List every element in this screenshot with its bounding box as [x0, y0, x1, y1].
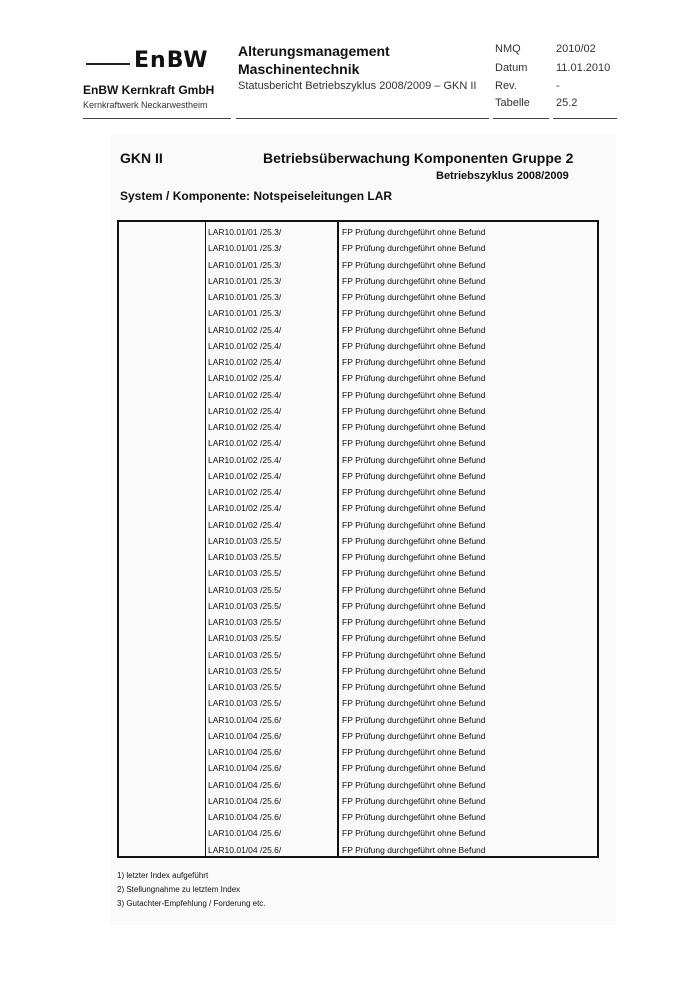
meta-value-rev: -: [556, 80, 560, 92]
component-id: LAR10.01/03 /25.5/: [208, 584, 282, 595]
inspection-result: FP Prüfung durchgeführt ohne Befund: [342, 519, 486, 530]
inspection-result: FP Prüfung durchgeführt ohne Befund: [342, 779, 486, 790]
table-row: [119, 533, 597, 549]
inspection-result: FP Prüfung durchgeführt ohne Befund: [342, 275, 486, 286]
table-row: [119, 760, 597, 776]
table-row: [119, 809, 597, 825]
component-id: LAR10.01/03 /25.5/: [208, 568, 282, 579]
table-row: [119, 289, 597, 305]
inspection-result: FP Prüfung durchgeführt ohne Befund: [342, 340, 486, 351]
component-id: LAR10.01/02 /25.4/: [208, 503, 282, 514]
table-row: [119, 614, 597, 630]
component-id: LAR10.01/04 /25.6/: [208, 844, 282, 855]
system-label: System / Komponente: Notspeiseleitungen LAR: [120, 189, 393, 203]
table-row: [119, 338, 597, 354]
component-id: LAR10.01/01 /25.3/: [208, 275, 282, 286]
component-id: LAR10.01/03 /25.5/: [208, 617, 282, 627]
table-row: [119, 777, 597, 793]
inspection-result: FP Prüfung durchgeführt ohne Befund: [342, 649, 486, 660]
inspection-result: FP Prüfung durchgeführt ohne Befund: [342, 828, 486, 839]
inspection-result: FP Prüfung durchgeführt ohne Befund: [342, 698, 486, 709]
header-rule-middle: [236, 118, 489, 119]
table-row: [119, 549, 597, 565]
table-row: [119, 322, 597, 338]
table-row: [119, 403, 597, 419]
header-rule-meta-label: [493, 118, 549, 119]
component-id: LAR10.01/01 /25.3/: [208, 292, 282, 302]
meta-label-rev: Rev.: [495, 80, 517, 92]
table-row: [119, 565, 597, 581]
component-id: LAR10.01/03 /25.5/: [208, 698, 282, 709]
component-id: LAR10.01/02 /25.4/: [208, 470, 282, 481]
table-row: [119, 273, 597, 289]
inspection-result: FP Prüfung durchgeführt ohne Befund: [342, 844, 486, 855]
footnote-2: 2) Stellungnahme zu letztem Index: [117, 885, 241, 894]
component-id: LAR10.01/03 /25.5/: [208, 682, 282, 692]
cycle-label: Betriebszyklus 2008/2009: [436, 170, 569, 182]
component-id: LAR10.01/02 /25.4/: [208, 357, 282, 367]
company-logo: EnBW: [134, 48, 209, 73]
component-id: LAR10.01/04 /25.6/: [208, 730, 282, 741]
inspection-result: FP Prüfung durchgeführt ohne Befund: [342, 405, 486, 416]
table-row: [119, 728, 597, 744]
component-id: LAR10.01/01 /25.3/: [208, 227, 282, 237]
meta-value-date: 11.01.2010: [556, 62, 611, 74]
meta-label-date: Datum: [495, 62, 528, 74]
inspection-result: FP Prüfung durchgeführt ohne Befund: [342, 227, 486, 237]
meta-value-table: 25.2: [556, 97, 578, 109]
component-id: LAR10.01/04 /25.6/: [208, 763, 282, 774]
component-id: LAR10.01/02 /25.4/: [208, 340, 282, 351]
inspection-result: FP Prüfung durchgeführt ohne Befund: [342, 454, 486, 465]
component-id: LAR10.01/02 /25.4/: [208, 405, 282, 416]
component-id: LAR10.01/03 /25.5/: [208, 552, 282, 562]
inspection-result: FP Prüfung durchgeführt ohne Befund: [342, 552, 486, 562]
inspection-result: FP Prüfung durchgeführt ohne Befund: [342, 568, 486, 579]
inspection-result: FP Prüfung durchgeführt ohne Befund: [342, 487, 486, 497]
inspection-result: FP Prüfung durchgeführt ohne Befund: [342, 373, 486, 384]
inspection-result: FP Prüfung durchgeführt ohne Befund: [342, 292, 486, 302]
page-header: [0, 0, 700, 125]
table-row: [119, 517, 597, 533]
inspection-result: FP Prüfung durchgeführt ohne Befund: [342, 714, 486, 725]
header-rule-meta-value: [553, 118, 617, 119]
component-id: LAR10.01/03 /25.5/: [208, 535, 282, 546]
component-id: LAR10.01/02 /25.4/: [208, 487, 282, 497]
inspection-result: FP Prüfung durchgeführt ohne Befund: [342, 617, 486, 627]
inspection-result: FP Prüfung durchgeführt ohne Befund: [342, 324, 486, 335]
table-row: [119, 647, 597, 663]
component-id: LAR10.01/01 /25.3/: [208, 308, 282, 319]
inspection-result: FP Prüfung durchgeführt ohne Befund: [342, 259, 486, 270]
table-row: [119, 484, 597, 500]
component-id: LAR10.01/02 /25.4/: [208, 422, 282, 432]
table-row: [119, 663, 597, 679]
component-id: LAR10.01/03 /25.5/: [208, 665, 282, 676]
table-row: [119, 452, 597, 468]
table-row: [119, 695, 597, 711]
table-row: [119, 224, 597, 240]
report-heading: Betriebsüberwachung Komponenten Gruppe 2: [263, 150, 574, 166]
component-id: LAR10.01/02 /25.4/: [208, 454, 282, 465]
component-id: LAR10.01/02 /25.4/: [208, 519, 282, 530]
meta-label-nmq: NMQ: [495, 43, 521, 55]
component-id: LAR10.01/01 /25.3/: [208, 259, 282, 270]
footnote-3: 3) Gutachter-Empfehlung / Forderung etc.: [117, 899, 266, 908]
table-row: [119, 370, 597, 386]
table-row: [119, 305, 597, 321]
component-id: LAR10.01/02 /25.4/: [208, 324, 282, 335]
inspection-result: FP Prüfung durchgeführt ohne Befund: [342, 795, 486, 806]
inspection-result: FP Prüfung durchgeführt ohne Befund: [342, 422, 486, 432]
inspection-result: FP Prüfung durchgeführt ohne Befund: [342, 308, 486, 319]
inspection-result: FP Prüfung durchgeführt ohne Befund: [342, 503, 486, 514]
inspection-result: FP Prüfung durchgeführt ohne Befund: [342, 535, 486, 546]
inspection-result: FP Prüfung durchgeführt ohne Befund: [342, 470, 486, 481]
table-rows: [119, 224, 597, 858]
table-row: [119, 354, 597, 370]
inspection-result: FP Prüfung durchgeführt ohne Befund: [342, 357, 486, 367]
inspection-result: FP Prüfung durchgeführt ohne Befund: [342, 730, 486, 741]
inspection-result: FP Prüfung durchgeführt ohne Befund: [342, 389, 486, 400]
meta-value-nmq: 2010/02: [556, 43, 596, 55]
inspection-result: FP Prüfung durchgeführt ohne Befund: [342, 747, 486, 757]
table-row: [119, 825, 597, 841]
unit-label: GKN II: [120, 150, 163, 166]
component-id: LAR10.01/04 /25.6/: [208, 812, 282, 822]
logo-line: [86, 63, 130, 65]
inspection-table: [117, 220, 599, 858]
component-id: LAR10.01/02 /25.4/: [208, 389, 282, 400]
component-id: LAR10.01/04 /25.6/: [208, 747, 282, 757]
component-id: LAR10.01/03 /25.5/: [208, 649, 282, 660]
table-row: [119, 435, 597, 451]
component-id: LAR10.01/02 /25.4/: [208, 438, 282, 449]
table-row: [119, 598, 597, 614]
table-row: [119, 679, 597, 695]
inspection-result: FP Prüfung durchgeführt ohne Befund: [342, 584, 486, 595]
table-row: [119, 793, 597, 809]
component-id: LAR10.01/04 /25.6/: [208, 828, 282, 839]
component-id: LAR10.01/03 /25.5/: [208, 600, 282, 611]
table-row: [119, 500, 597, 516]
company-name: EnBW Kernkraft GmbH: [83, 83, 215, 97]
table-row: [119, 582, 597, 598]
component-id: LAR10.01/02 /25.4/: [208, 373, 282, 384]
table-row: [119, 744, 597, 760]
document-subtitle: Statusbericht Betriebszyklus 2008/2009 – GKN II: [238, 80, 477, 92]
header-rule-left: [83, 118, 231, 119]
inspection-result: FP Prüfung durchgeführt ohne Befund: [342, 600, 486, 611]
table-row: [119, 257, 597, 273]
table-row: [119, 387, 597, 403]
table-row: [119, 468, 597, 484]
component-id: LAR10.01/04 /25.6/: [208, 779, 282, 790]
component-id: LAR10.01/04 /25.6/: [208, 714, 282, 725]
table-row: [119, 419, 597, 435]
component-id: LAR10.01/04 /25.6/: [208, 795, 282, 806]
inspection-result: FP Prüfung durchgeführt ohne Befund: [342, 438, 486, 449]
meta-label-table: Tabelle: [495, 97, 530, 109]
table-row: [119, 842, 597, 858]
inspection-result: FP Prüfung durchgeführt ohne Befund: [342, 633, 486, 644]
table-row: [119, 712, 597, 728]
table-row: [119, 240, 597, 256]
inspection-result: FP Prüfung durchgeführt ohne Befund: [342, 812, 486, 822]
component-id: LAR10.01/01 /25.3/: [208, 243, 282, 254]
table-row: [119, 630, 597, 646]
inspection-result: FP Prüfung durchgeführt ohne Befund: [342, 763, 486, 774]
inspection-result: FP Prüfung durchgeführt ohne Befund: [342, 682, 486, 692]
plant-name: Kernkraftwerk Neckarwestheim: [83, 100, 208, 110]
component-id: LAR10.01/03 /25.5/: [208, 633, 282, 644]
document-title-line2: Maschinentechnik: [238, 61, 360, 77]
document-title-line1: Alterungsmanagement: [238, 43, 390, 59]
inspection-result: FP Prüfung durchgeführt ohne Befund: [342, 243, 486, 254]
inspection-result: FP Prüfung durchgeführt ohne Befund: [342, 665, 486, 676]
footnote-1: 1) letzter Index aufgeführt: [117, 871, 209, 880]
